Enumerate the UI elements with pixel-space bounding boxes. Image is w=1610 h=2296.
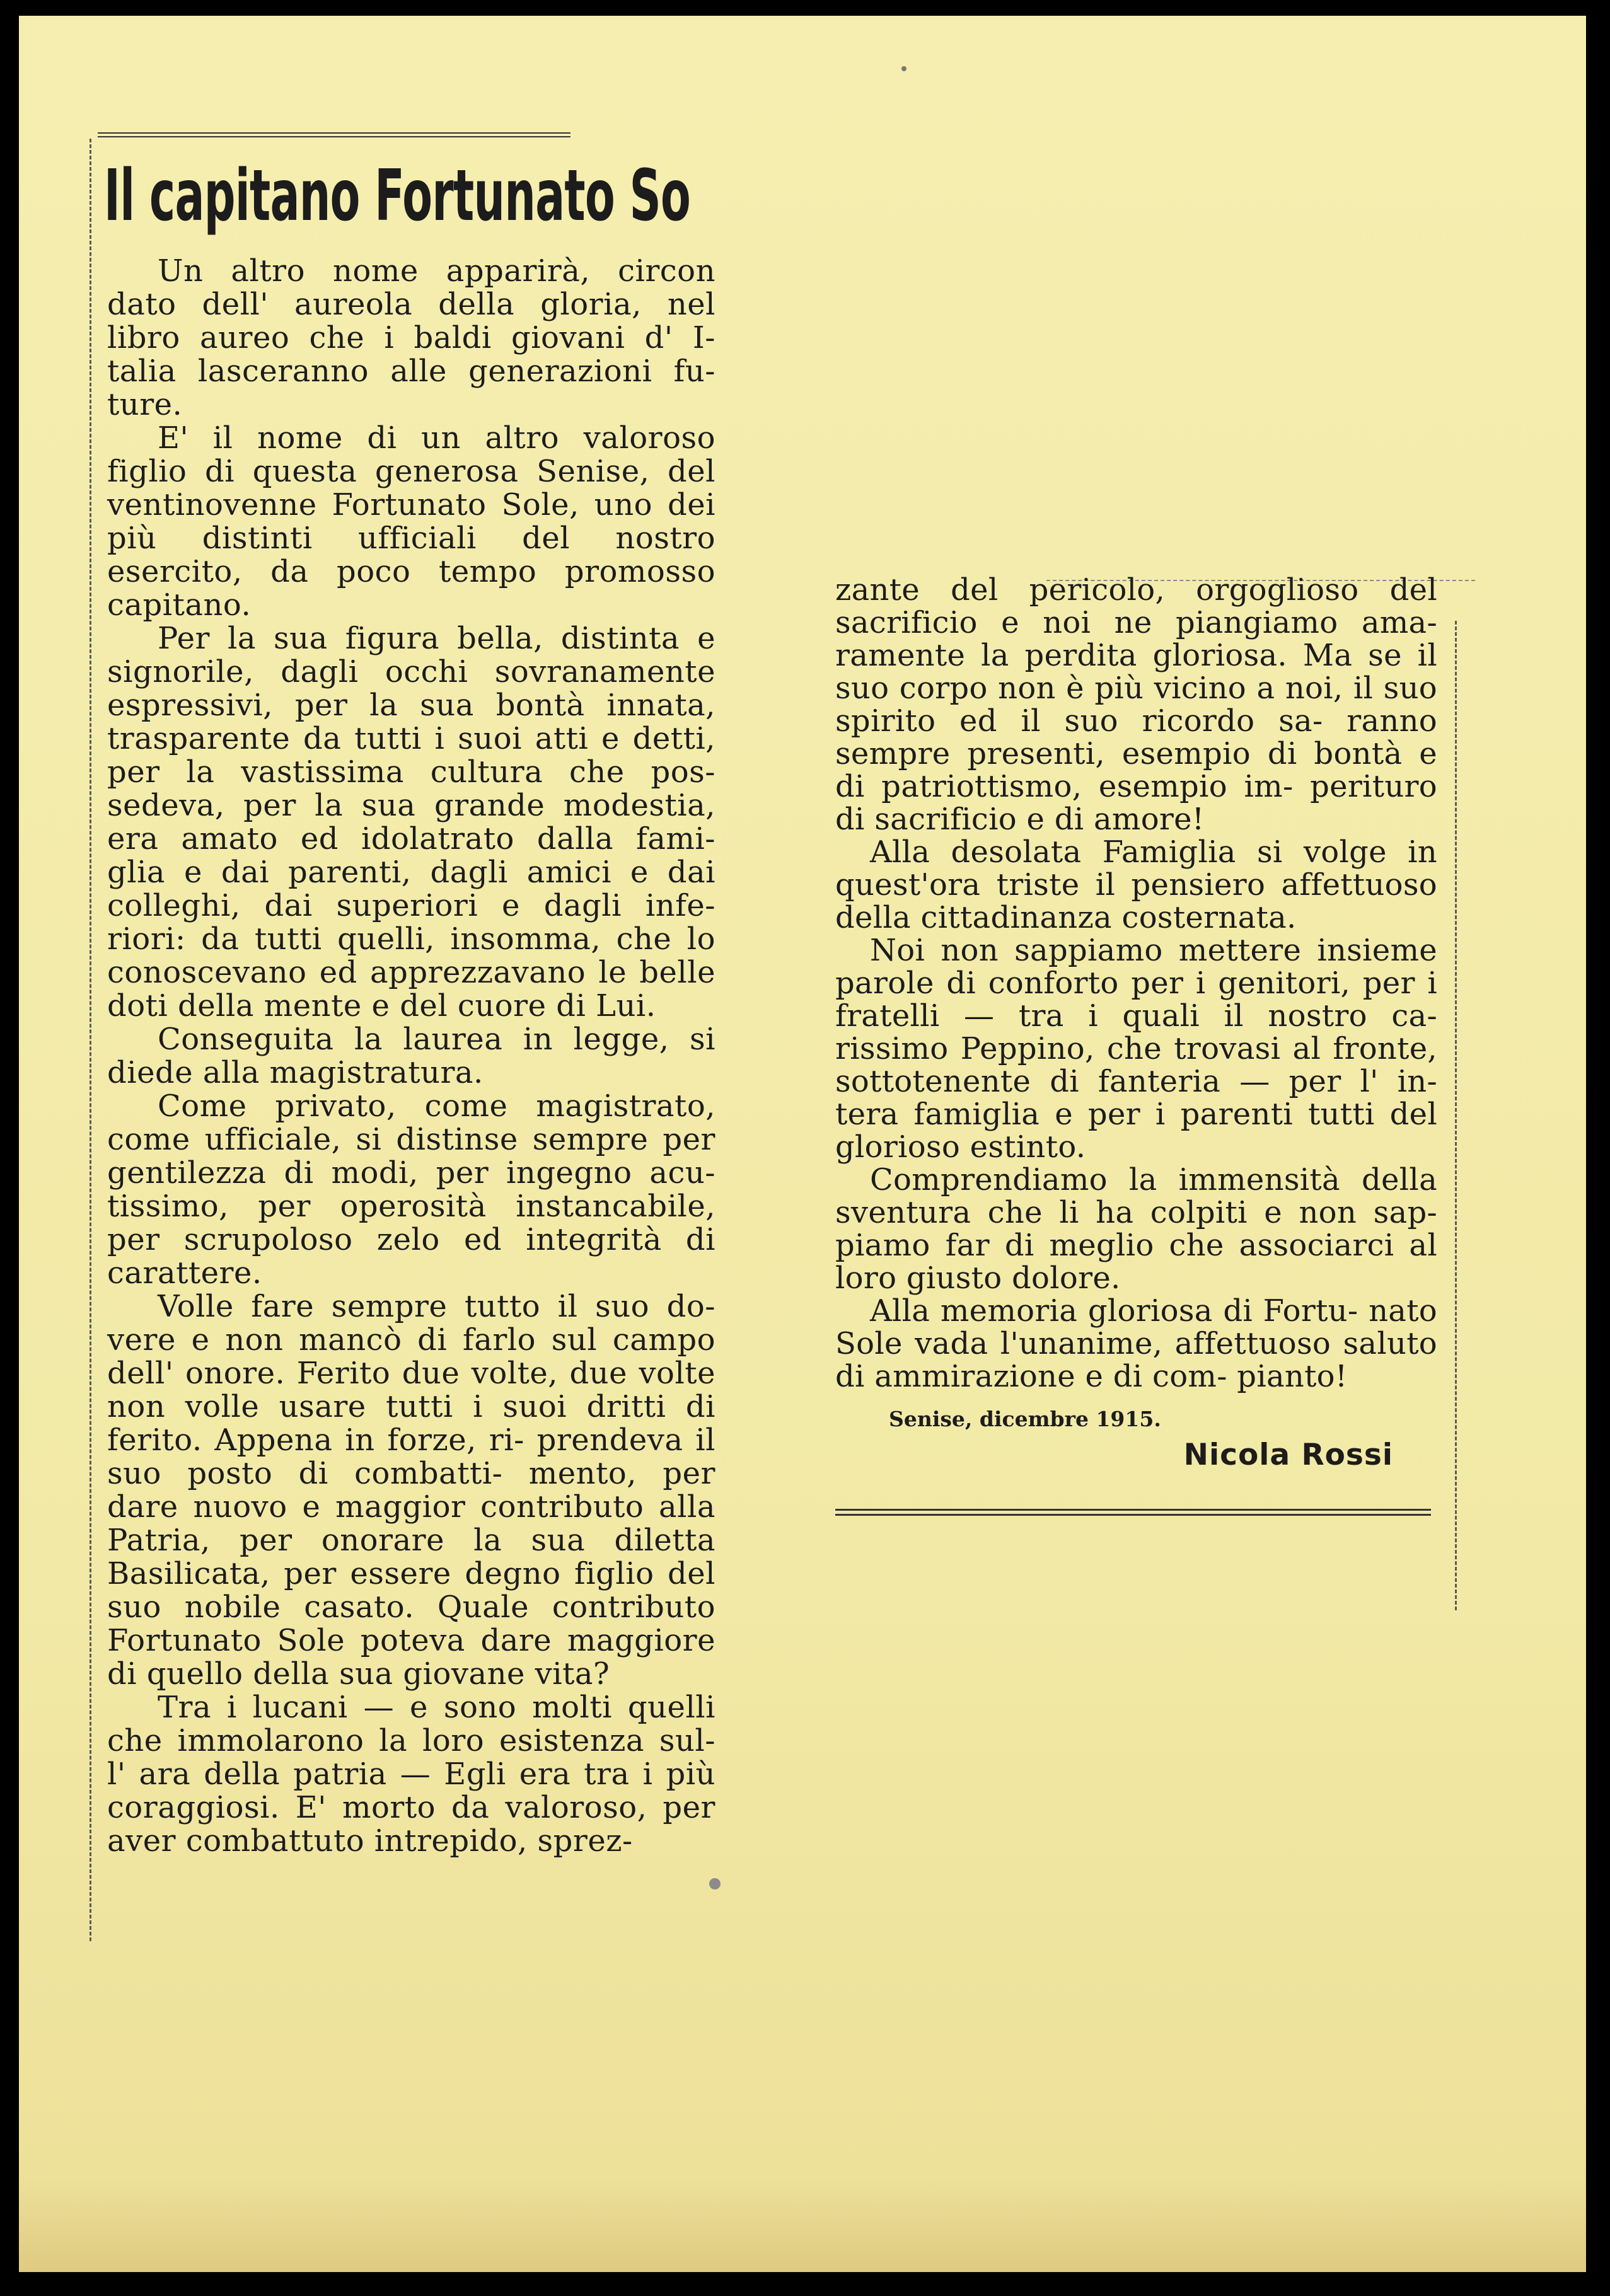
paragraph: Come privato, come magistrato, come ufficiale, si distinse sempre per gentilezza di modi, per ingegno acu- tissimo, per operosità instancabile, per scrupoloso zelo ed integrità di carattere. (107, 1088, 715, 1291)
right-clipping-edge (1455, 621, 1457, 1610)
paragraph: zante del pericolo, orgoglioso del sacrificio e noi ne piangiamo ama- ramente la perdita gloriosa. Ma se il suo corpo non è più vicino a noi, il suo spirito ed il suo ricordo sa- ranno sempre presenti, esempio di bontà e di patriottismo, esempio im- perituro di sacrificio e di amore! (835, 572, 1437, 837)
left-column (79, 132, 715, 1858)
paragraph: Un altro nome apparirà, circon dato dell' aureola della gloria, nel libro aureo che i baldi giovani d' I- talia lasceranno alle generazioni fu- ture. (107, 253, 715, 422)
author-signature: Nicola Rossi (1183, 1438, 1393, 1472)
right-column-text (835, 574, 1437, 1393)
paragraph: Alla desolata Famiglia si volge in quest'ora triste il pensiero affettuoso della cittadinanza costernata. (835, 834, 1437, 935)
closing-rule (835, 1509, 1431, 1516)
article-title: Il capitano Fortunato So (104, 155, 691, 237)
paragraph: Per la sua figura bella, distinta e signorile, dagli occhi sovranamente espressivi, per la sua bontà innata, trasparente da tutti i suoi atti e detti, per la vastissima cultura che pos- sedeva, per la sua grande modestia, era amato ed idolatrato dalla fami- glia e dai parenti, dagli amici e dai colleghi, dai superiori e dagli infe- riori: da tutti quelli, insomma, che lo conoscevano ed apprezzavano le belle doti della mente e del cuore di Lui. (107, 621, 715, 1024)
paper-speck (709, 1878, 721, 1889)
right-column (835, 574, 1437, 1516)
paragraph: Alla memoria gloriosa di Fortu- nato Sole vada l'unanime, affettuoso saluto di ammirazione e di com- pianto! (835, 1293, 1437, 1394)
paragraph: Volle fare sempre tutto il suo do- vere e non mancò di farlo sul campo dell' onore. Ferito due volte, due volte non volle usare tutti i suoi dritti di ferito. Appena in forze, ri- prendeva il suo posto di combatti- mento, per dare nuovo e maggior contributo alla Patria, per onorare la sua diletta Basilicata, per essere degno figlio del suo nobile casato. Quale contributo Fortunato Sole poteva dare maggiore di quello della sua giovane vita? (107, 1289, 715, 1692)
paragraph: Noi non sappiamo mettere insieme parole di conforto per i genitori, per i fratelli — tra i quali il nostro ca- rissimo Peppino, che trovasi al fronte, sottotenente di fanteria — per l' in- tera famiglia e per i parenti tutti del glorioso estinto. (835, 933, 1437, 1165)
newspaper-clipping-page (19, 16, 1586, 2272)
paragraph: Conseguita la laurea in legge, si diede alla magistratura. (107, 1022, 715, 1090)
paper-stain (19, 2178, 1586, 2272)
paragraph: E' il nome di un altro valoroso figlio di questa generosa Senise, del ventinovenne Fortunato Sole, uno dei più distinti ufficiali del nostro esercito, da poco tempo promosso capitano. (107, 420, 715, 623)
paper-speck (901, 66, 906, 71)
left-column-text (79, 255, 715, 1858)
headline-rule (98, 132, 570, 137)
paragraph: Comprendiamo la immensità della sventura che li ha colpiti e non sap- piamo far di meglio che associarci al loro giusto dolore. (835, 1162, 1437, 1296)
paragraph: Tra i lucani — e sono molti quelli che immolarono la loro esistenza sul- l' ara della patria — Egli era tra i più coraggiosi. E' morto da valoroso, per aver combattuto intrepido, sprez- (107, 1690, 715, 1859)
dateline: Senise, dicembre 1915. (889, 1407, 1161, 1431)
